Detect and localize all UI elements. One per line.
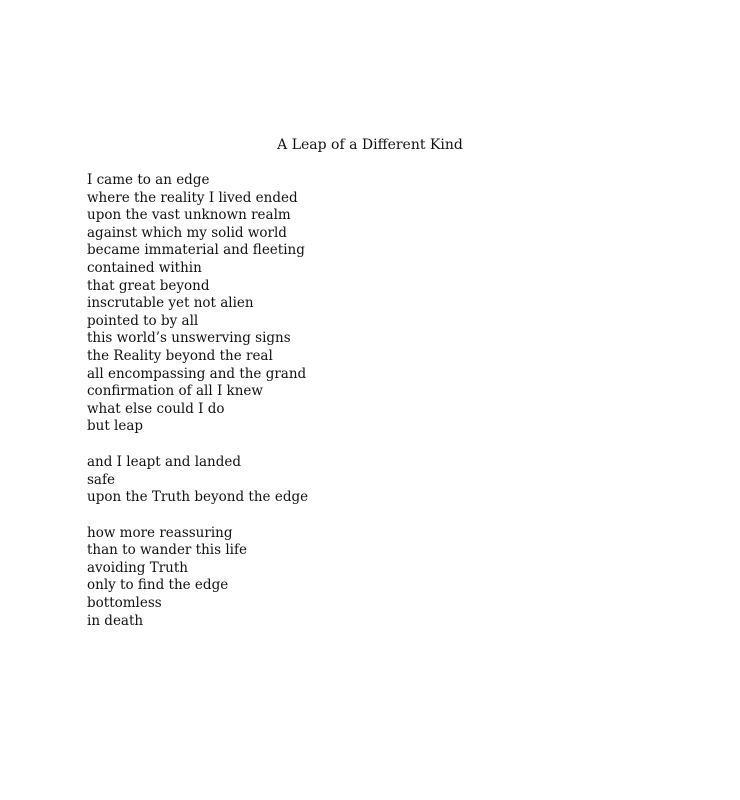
poem-title: A Leap of a Different Kind — [277, 137, 463, 153]
poem-line: avoiding Truth — [87, 559, 188, 576]
poem-body — [87, 172, 487, 648]
poem-line: how more reassuring — [87, 524, 233, 541]
poem-line: in death — [87, 612, 144, 629]
poem-line: and I leapt and landed — [87, 453, 242, 470]
poem-line: upon the vast unknown realm — [87, 207, 291, 224]
stanza-3 — [87, 525, 487, 631]
poem-line: against which my solid world — [87, 224, 287, 241]
poem-line: this world’s unswerving signs — [87, 330, 291, 347]
poem-line: inscrutable yet not alien — [87, 295, 254, 312]
poem-line: where the reality I lived ended — [87, 189, 298, 206]
poem-line: bottomless — [87, 595, 162, 612]
poem-line: contained within — [87, 259, 202, 276]
poem-line: only to find the edge — [87, 577, 229, 594]
stanza-1 — [87, 172, 487, 436]
poem-line: all encompassing and the grand — [87, 365, 307, 382]
poem-line: upon the Truth beyond the edge — [87, 489, 309, 506]
poem-line: but leap — [87, 418, 144, 435]
poem-line: the Reality beyond the real — [87, 347, 273, 364]
poem-line: what else could I do — [87, 400, 225, 417]
poem-line: that great beyond — [87, 277, 210, 294]
poem-line: safe — [87, 471, 115, 488]
poem-line: became immaterial and fleeting — [87, 242, 305, 259]
poem-line: I came to an edge — [87, 172, 210, 188]
poem-line: confirmation of all I knew — [87, 383, 263, 400]
stanza-2 — [87, 454, 487, 507]
poem-line: pointed to by all — [87, 312, 199, 329]
poem-line: than to wander this life — [87, 542, 247, 559]
